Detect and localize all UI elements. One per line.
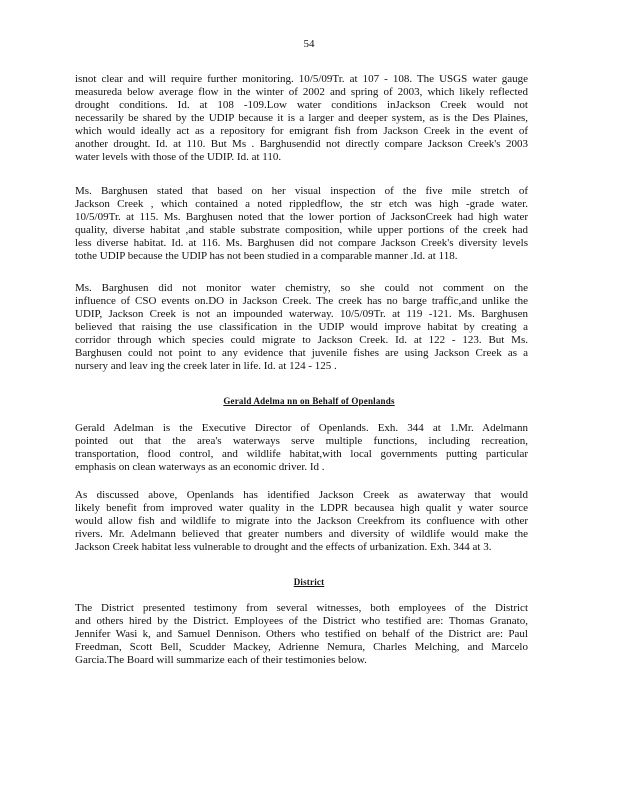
text-line: measureda below average flow in the winter of 2002 and spring of 2003, which likely reflected	[75, 86, 528, 98]
text-line: drought conditions. Id. at 108 -109.Low water conditions inJackson Creek would not	[75, 99, 528, 111]
text-line: likely benefit from improved water quality in the LDPR becausea high qualit y water source	[75, 502, 528, 514]
text-line: isnot clear and will require further monitoring. 10/5/09Tr. at 107 - 108. The USGS water gauge	[75, 73, 528, 85]
text-line: nursery and leav ing the creek later in life. Id. at 124 - 125 .	[75, 360, 337, 372]
paragraph-1	[75, 73, 528, 164]
text-line: As discussed above, Openlands has identified Jackson Creek as awaterway that would	[75, 489, 528, 501]
paragraph-6	[75, 602, 528, 667]
text-line: and others hired by the District. Employees of the District who testified are: Thomas Granato,	[75, 615, 528, 627]
text-line: influence of CSO events on.DO in Jackson Creek. The creek has no barge traffic,and unlike the	[75, 295, 528, 307]
page-number: 54	[303, 38, 315, 50]
text-line: believed that raising the use classification in the UDIP would improve habitat by creating a	[75, 321, 528, 333]
text-line: another drought. Id. at 110. But Ms . Barghusendid not directly compare Jackson Creek's 2003	[75, 138, 528, 150]
heading-text: Gerald Adelma nn on Behalf of Openlands	[223, 396, 395, 406]
text-line: which would ideally act as a repository for emigrant fish from Jackson Creek in the event of	[75, 125, 528, 137]
text-line: necessarily be shared by the UDIP because it is a larger and deeper system, as is the Des Plaines,	[75, 112, 528, 124]
text-line: corridor through which species could migrate to Jackson Creek. Id. at 122 - 123. But Ms.	[75, 334, 528, 346]
text-line: Garcia.The Board will summarize each of their testimonies below.	[75, 654, 367, 666]
text-line: quality, diverse habitat ,and stable substrate composition, while upper portions of the creek had	[75, 224, 528, 236]
heading-text: District	[293, 577, 325, 587]
text-line: pointed out that the area's waterways serve multiple functions, including recreation,	[75, 435, 528, 447]
text-line: Ms. Barghusen stated that based on her visual inspection of the five mile stretch of	[75, 185, 528, 197]
text-line: transportation, flood control, and wildlife habitat,with local governments putting particular	[75, 448, 528, 460]
text-line: Freedman, Scott Bell, Scudder Mackey, Adrienne Nemura, Charles Melching, and Marcelo	[75, 641, 528, 653]
text-line: Gerald Adelman is the Executive Director of Openlands. Exh. 344 at 1.Mr. Adelmann	[75, 422, 528, 434]
section-heading-adelman	[0, 395, 618, 408]
text-line: rivers. Mr. Adelmann believed that greater numbers and diversity of wildlife would make the	[75, 528, 528, 540]
text-line: Ms. Barghusen did not monitor water chemistry, so she could not comment on the	[75, 282, 528, 294]
paragraph-3	[75, 282, 528, 373]
paragraph-2	[75, 185, 528, 263]
text-line: tothe UDIP because the UDIP has not been studied in a comparable manner .Id. at 118.	[75, 250, 458, 262]
text-line: Jackson Creek habitat less vulnerable to drought and the effects of urbanization. Exh. 344 at 3.	[75, 541, 492, 553]
text-line: 10/5/09Tr. at 115. Ms. Barghusen noted that the lower portion of JacksonCreek had high water	[75, 211, 528, 223]
paragraph-5	[75, 489, 528, 554]
paragraph-4	[75, 422, 528, 474]
text-line: UDIP, Jackson Creek is not an impounded waterway. 10/5/09Tr. at 119 -121. Ms. Barghusen	[75, 308, 528, 320]
text-line: less diverse habitat. Id. at 116. Ms. Barghusen did not compare Jackson Creek's diversity levels	[75, 237, 528, 249]
text-line: would allow fish and wildlife to migrate into the Jackson Creekfrom its confluence with other	[75, 515, 528, 527]
section-heading-district	[0, 576, 618, 589]
text-line: Jackson Creek , which contained a noted rippledflow, the str etch was high -grade water.	[75, 198, 528, 210]
text-line: The District presented testimony from several witnesses, both employees of the District	[75, 602, 528, 614]
text-line: Barghusen could not point to any evidence that juvenile fishes are using Jackson Creek as a	[75, 347, 528, 359]
text-line: Jennifer Wasi k, and Samuel Dennison. Others who testified on behalf of the District are: Paul	[75, 628, 528, 640]
text-line: water levels with those of the UDIP. Id. at 110.	[75, 151, 282, 163]
text-line: emphasis on clean waterways as an economic driver. Id .	[75, 461, 325, 473]
